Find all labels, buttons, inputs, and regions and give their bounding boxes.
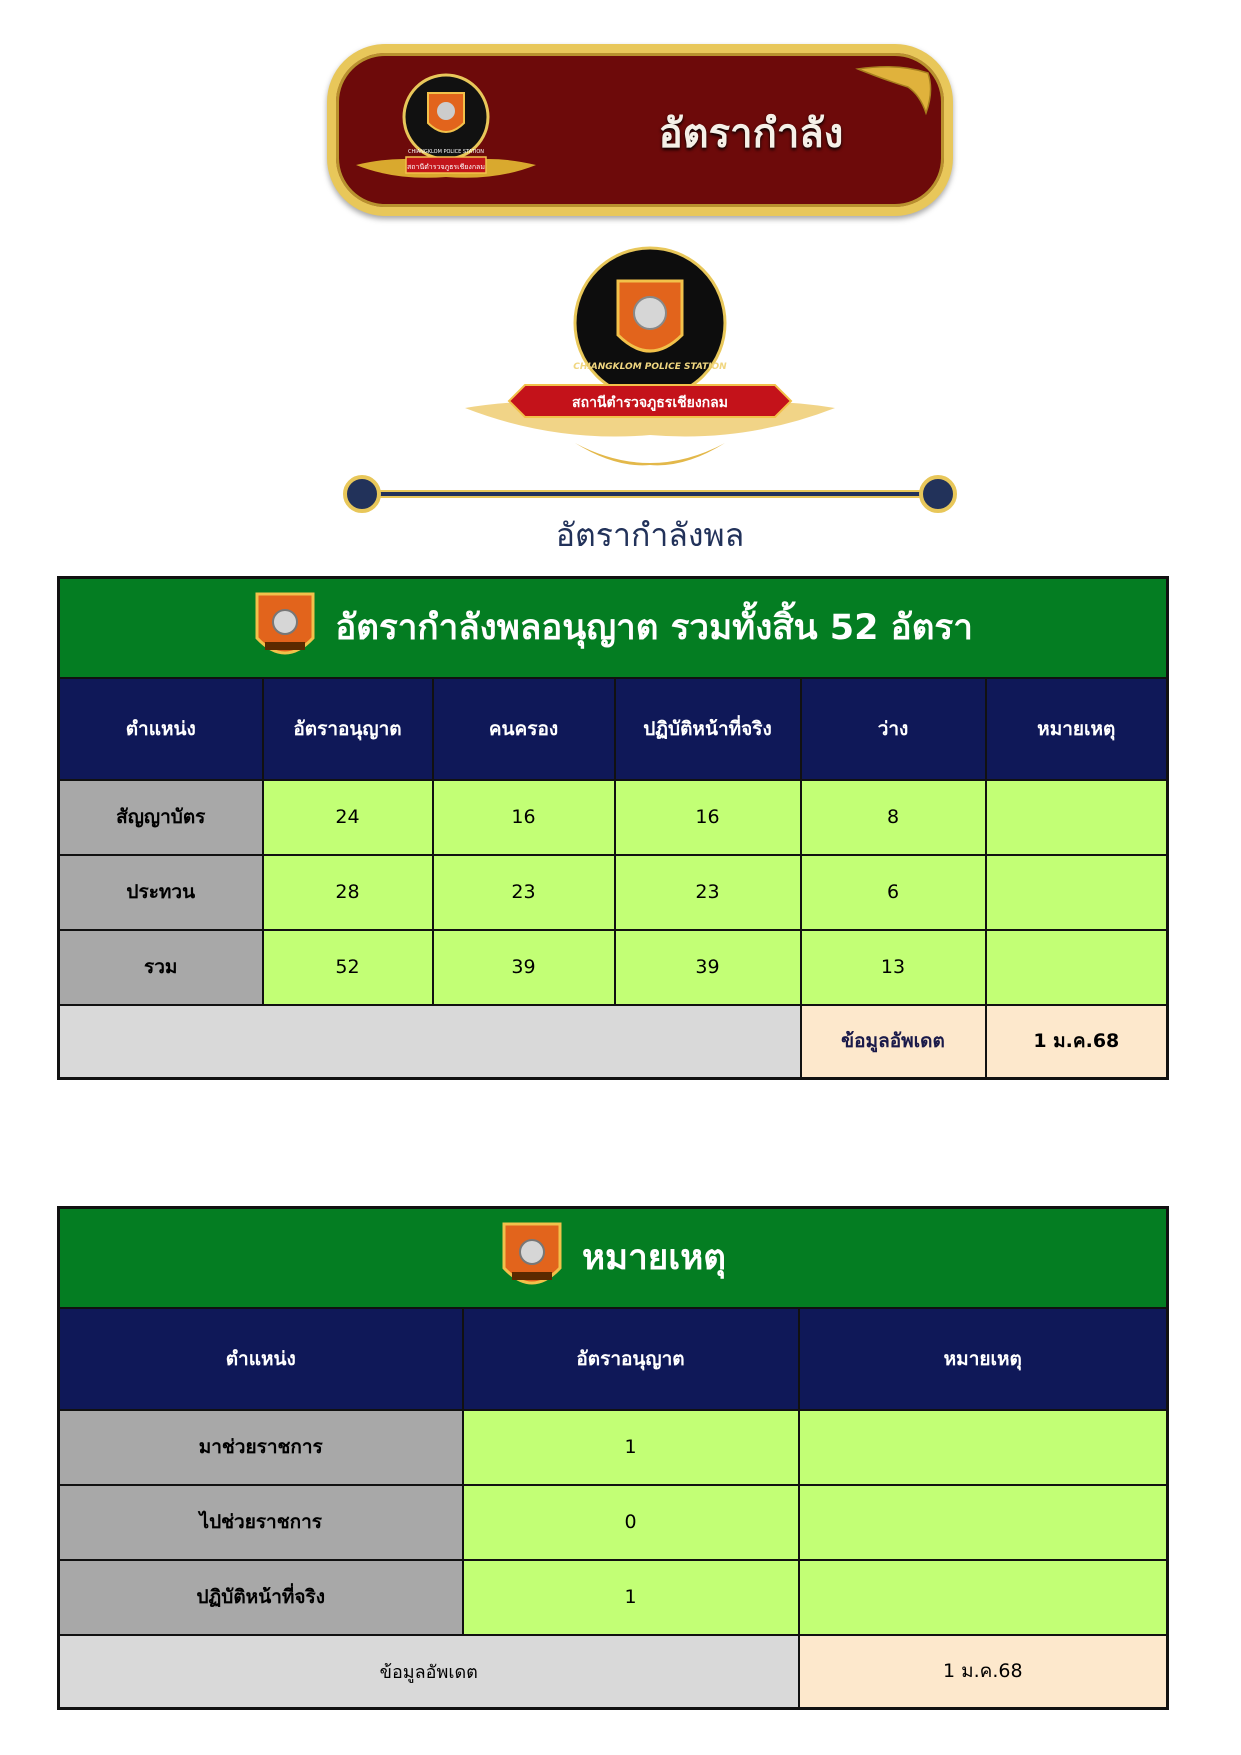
col-header-authorized: อัตราอนุญาต — [263, 678, 433, 780]
row-note — [986, 855, 1168, 930]
manpower-table — [57, 576, 1169, 1080]
table-row — [59, 1410, 1168, 1485]
row-authorized: 24 — [263, 780, 433, 855]
row-authorized: 28 — [263, 855, 433, 930]
update-date: 1 ม.ค.68 — [799, 1635, 1168, 1709]
remarks-table — [57, 1206, 1169, 1710]
row-note — [986, 780, 1168, 855]
col-header-note: หมายเหตุ — [799, 1308, 1168, 1410]
row-position: ประทวน — [59, 855, 263, 930]
row-note — [799, 1485, 1168, 1560]
row-position: มาช่วยราชการ — [59, 1410, 463, 1485]
police-badge-icon — [500, 1218, 564, 1298]
row-position: รวม — [59, 930, 263, 1005]
row-position: ปฏิบัติหน้าที่จริง — [59, 1560, 463, 1635]
row-vacant: 6 — [801, 855, 986, 930]
row-note — [986, 930, 1168, 1005]
table-row — [59, 855, 1168, 930]
table-title: อัตรากำลังพลอนุญาต รวมทั้งสิ้น 52 อัตรา — [335, 608, 973, 649]
row-occupied: 39 — [433, 930, 615, 1005]
row-authorized: 1 — [463, 1560, 799, 1635]
station-emblem-icon — [455, 243, 845, 483]
row-note — [799, 1410, 1168, 1485]
row-note — [799, 1560, 1168, 1635]
table-title: หมายเหตุ — [581, 1238, 727, 1279]
gold-ornament-icon — [848, 59, 938, 119]
row-authorized: 0 — [463, 1485, 799, 1560]
banner-title: อัตรากำลัง — [658, 111, 844, 157]
col-header-authorized: อัตราอนุญาต — [463, 1308, 799, 1410]
table-title-bar — [59, 578, 1168, 678]
row-occupied: 23 — [433, 855, 615, 930]
table-row — [59, 1560, 1168, 1635]
police-seal-icon — [346, 65, 546, 205]
row-authorized: 1 — [463, 1410, 799, 1485]
row-on-duty: 16 — [615, 780, 801, 855]
row-occupied: 16 — [433, 780, 615, 855]
banner-seal-ring-text: CHIANGKLOM POLICE STATION — [407, 149, 485, 155]
emblem-ring-text: CHIANGKLOM POLICE STATION — [573, 362, 727, 372]
update-date: 1 ม.ค.68 — [986, 1005, 1168, 1079]
row-vacant: 8 — [801, 780, 986, 855]
table-row — [59, 780, 1168, 855]
table-title-bar — [59, 1208, 1168, 1308]
row-position: ไปช่วยราชการ — [59, 1485, 463, 1560]
row-vacant: 13 — [801, 930, 986, 1005]
emblem-ribbon-text: สถานีตำรวจภูธรเชียงกลม — [572, 395, 728, 411]
update-label: ข้อมูลอัพเดต — [59, 1635, 799, 1709]
col-header-vacant: ว่าง — [801, 678, 986, 780]
banner-seal-ribbon-text: สถานีตำรวจภูธรเชียงกลม — [407, 163, 485, 171]
col-header-position: ตำแหน่ง — [59, 678, 263, 780]
row-authorized: 52 — [263, 930, 433, 1005]
row-on-duty: 39 — [615, 930, 801, 1005]
col-header-position: ตำแหน่ง — [59, 1308, 463, 1410]
table-row — [59, 930, 1168, 1005]
footer-blank — [59, 1005, 801, 1079]
col-header-on-duty: ปฏิบัติหน้าที่จริง — [615, 678, 801, 780]
row-on-duty: 23 — [615, 855, 801, 930]
row-position: สัญญาบัตร — [59, 780, 263, 855]
police-badge-icon — [253, 588, 317, 668]
header-banner — [327, 44, 953, 216]
col-header-occupied: คนครอง — [433, 678, 615, 780]
update-label: ข้อมูลอัพเดต — [801, 1005, 986, 1079]
table-row — [59, 1485, 1168, 1560]
col-header-note: หมายเหตุ — [986, 678, 1168, 780]
page-subtitle: อัตรากำลังพล — [555, 516, 745, 554]
